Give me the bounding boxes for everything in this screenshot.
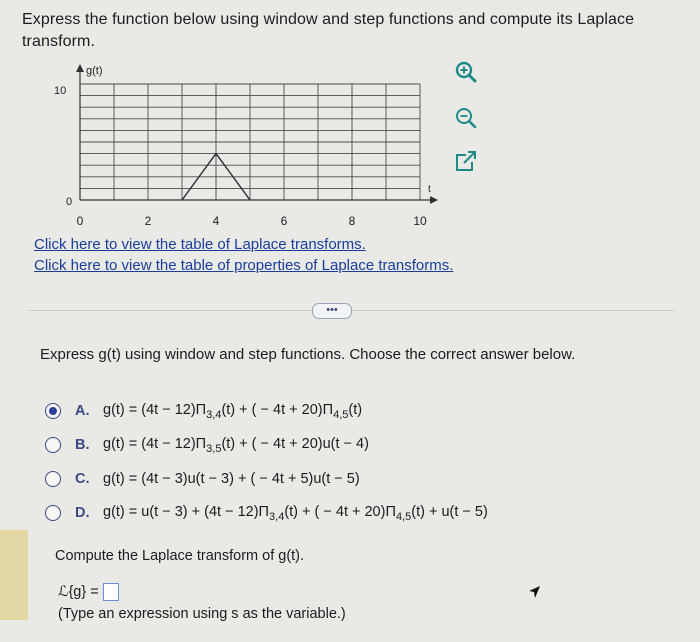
y-tick-label: 0 bbox=[66, 196, 73, 208]
choice-expression: $g(t) = (4t - 12)\Pi_{3,5}(t)$ + ( − 4t + 20)u(t − 4) bbox=[103, 435, 369, 455]
x-axis-arrow bbox=[430, 196, 438, 204]
radio-button[interactable] bbox=[45, 471, 61, 487]
y-tick-label: 10 bbox=[54, 85, 67, 97]
choice-expression: $g(t) = (4t - 12)\Pi_{3,4}(t)$ + ( − $4t + 20)\Pi_{4,5}(t)$ bbox=[103, 401, 363, 421]
external-link-icon[interactable] bbox=[452, 148, 480, 176]
radio-button-selected[interactable] bbox=[45, 403, 61, 419]
more-button[interactable]: ••• bbox=[312, 303, 352, 319]
zoom-out-icon[interactable] bbox=[452, 104, 480, 132]
x-tick-label: 8 bbox=[348, 214, 356, 228]
problem-statement: Express the function below using window and step functions and compute its Laplace transform. bbox=[22, 11, 635, 50]
x-tick-labels bbox=[77, 214, 427, 228]
choice-d[interactable] bbox=[45, 496, 488, 530]
answer-hint: (Type an expression using s as the variable.) bbox=[58, 606, 346, 622]
mouse-cursor-icon bbox=[528, 585, 542, 599]
choice-expression: g(t) = (4t − 3)u(t − 3) + ( − 4t + 5)u(t − 5) bbox=[103, 471, 360, 487]
choice-letter: D. bbox=[75, 505, 90, 521]
choice-b[interactable] bbox=[45, 428, 488, 462]
radio-button[interactable] bbox=[45, 505, 61, 521]
choice-letter: B. bbox=[75, 437, 90, 453]
choice-c[interactable] bbox=[45, 462, 488, 496]
answer-label: ℒ{g} = bbox=[58, 584, 99, 600]
zoom-in-icon[interactable] bbox=[452, 58, 480, 86]
graph-grid bbox=[80, 84, 420, 200]
side-panel-tab bbox=[0, 530, 28, 620]
question-prompt: Express g(t) using window and step functions. Choose the correct answer below. bbox=[40, 346, 576, 363]
y-axis-label: g(t) bbox=[86, 65, 103, 77]
choice-letter: A. bbox=[75, 403, 90, 419]
x-tick-label: 0 bbox=[76, 214, 84, 228]
graph-tools bbox=[452, 58, 492, 178]
graph bbox=[48, 58, 448, 230]
x-tick-label: 2 bbox=[144, 214, 152, 228]
x-tick-label: 6 bbox=[280, 214, 288, 228]
choice-expression: $g(t) = u(t - 3) + (4t - 12)\Pi_{3,4}(t)$ + ( − $4t + 20)\Pi_{4,5}(t) + u(t - 5)$ bbox=[103, 503, 488, 523]
section-divider bbox=[0, 300, 700, 320]
x-tick-label: 10 bbox=[413, 214, 427, 228]
y-axis-arrow bbox=[76, 64, 84, 72]
answer-row bbox=[58, 583, 119, 601]
answer-choices bbox=[45, 394, 488, 530]
radio-button[interactable] bbox=[45, 437, 61, 453]
x-axis-label: t bbox=[428, 184, 431, 195]
laplace-properties-link[interactable]: Click here to view the table of properties of Laplace transforms. bbox=[34, 257, 454, 274]
choice-letter: C. bbox=[75, 471, 90, 487]
choice-a[interactable] bbox=[45, 394, 488, 428]
laplace-prompt: Compute the Laplace transform of g(t). bbox=[55, 548, 305, 564]
x-tick-label: 4 bbox=[212, 214, 220, 228]
answer-input[interactable] bbox=[103, 583, 119, 601]
laplace-table-link[interactable]: Click here to view the table of Laplace transforms. bbox=[34, 236, 366, 253]
reference-links bbox=[34, 234, 453, 276]
